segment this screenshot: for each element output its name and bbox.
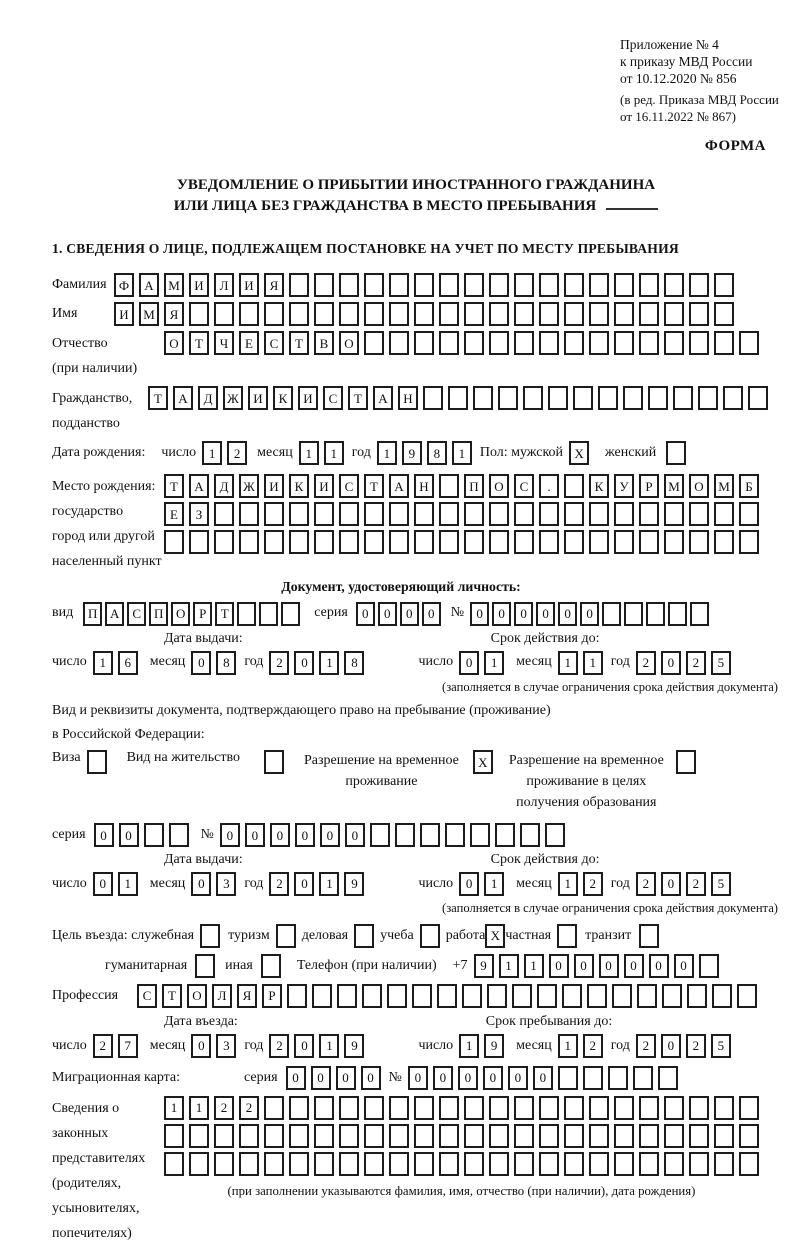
purpose-official-checkbox[interactable] (200, 924, 220, 948)
res-number-label: № (200, 826, 214, 842)
entry-dates-row (52, 1034, 780, 1058)
doc-expiry-month-input[interactable]: 1 1 (558, 651, 603, 675)
doc-number-label: № (450, 605, 465, 621)
stay-day-input[interactable]: 1 9 (459, 1034, 504, 1058)
doc-issue-year-input[interactable]: 2 0 1 8 (269, 651, 364, 675)
entry-dates-header (52, 1014, 780, 1031)
purpose-work-checkbox[interactable]: X (485, 924, 505, 948)
year-label: год (244, 1037, 264, 1053)
patronymic-label: Отчество (при наличии) (52, 336, 138, 377)
annex-line-5: от 16.11.2022 № 867) (620, 109, 737, 124)
residence-doc-label-line1: Вид и реквизиты документа, подтверждающего право на пребывание (проживание) (52, 702, 551, 718)
profession-row (52, 984, 780, 1008)
year-label: год (610, 875, 630, 891)
temp-residence-label: Разрешение на временное проживание (303, 753, 459, 790)
mig-series-input[interactable]: 0 0 0 0 (286, 1066, 381, 1090)
representatives-line3-input[interactable] (164, 1152, 759, 1176)
year-label: год (244, 875, 264, 891)
residence-permit-label: Вид на жительство (126, 750, 240, 766)
doc-kind-label: вид (52, 605, 74, 621)
migration-card-row (52, 1066, 780, 1090)
mig-number-label: № (388, 1069, 402, 1085)
birthplace-inputs (164, 474, 759, 558)
month-label: месяц (149, 654, 186, 670)
visa-checkbox[interactable] (87, 750, 107, 774)
citizenship-label: Гражданство, подданство (52, 391, 133, 432)
surname-row (52, 273, 780, 297)
year-label: год (244, 654, 264, 670)
annex-line-1: Приложение № 4 (620, 37, 719, 52)
day-label: число (418, 1037, 454, 1053)
birthdate-row (52, 441, 780, 465)
purpose-tourism-label: туризм (228, 927, 270, 943)
month-label: месяц (149, 875, 186, 891)
doc-issue-day-input[interactable]: 1 6 (93, 651, 138, 675)
sex-female-checkbox[interactable] (666, 441, 686, 465)
representatives-row (52, 1096, 780, 1246)
mig-series-label: серия (244, 1069, 278, 1085)
res-expiry-date-label: Срок действия до: (490, 852, 600, 868)
representatives-inputs (164, 1096, 759, 1199)
purpose-private-checkbox[interactable] (557, 924, 577, 948)
doc-series-label: серия (314, 605, 348, 621)
representatives-line2-input[interactable] (164, 1124, 759, 1148)
purpose-label: Цель въезда: служебная (52, 927, 195, 943)
day-label: число (418, 654, 454, 670)
birthplace-label: Место рождения: государство город или другой населенный пункт (52, 479, 162, 570)
entry-year-input[interactable]: 2 0 1 9 (269, 1034, 364, 1058)
birth-year-input[interactable]: 1 9 8 1 (377, 441, 472, 465)
res-dates-row (52, 872, 780, 896)
purpose-transit-label: транзит (585, 927, 632, 943)
stay-year-input[interactable]: 2 0 2 5 (636, 1034, 731, 1058)
res-expiry-year-input[interactable]: 2 0 2 5 (636, 872, 731, 896)
form-label: ФОРМА (704, 138, 766, 154)
annex-line-3: от 10.12.2020 № 856 (620, 71, 737, 86)
representatives-label: Сведения о законных представителях (родителях, усыновителях, попечителях) (52, 1101, 146, 1242)
res-number-input[interactable]: 0 0 0 0 0 0 (220, 823, 565, 847)
purpose-business-checkbox[interactable] (354, 924, 374, 948)
month-label: месяц (149, 1037, 186, 1053)
res-expiry-day-input[interactable]: 0 1 (459, 872, 504, 896)
res-series-label: серия (52, 826, 86, 842)
purpose-humanitarian-checkbox[interactable] (195, 954, 215, 978)
annex-block (620, 36, 780, 125)
citizenship-row (52, 386, 780, 436)
annex-line-4: (в ред. Приказа МВД России (620, 92, 779, 107)
sex-male-label: Пол: мужской (479, 444, 564, 460)
residence-doc-label-line2: в Российской Федерации: (52, 726, 205, 742)
doc-series-input[interactable]: 0 0 0 0 (356, 602, 441, 626)
day-label: число (52, 1037, 87, 1053)
birth-month-input[interactable]: 1 1 (299, 441, 344, 465)
name-label: Имя (52, 305, 78, 321)
purpose-study-label: учеба (380, 927, 414, 943)
temp-residence-checkbox[interactable]: X (473, 750, 493, 774)
phone-code-label: +7 (452, 957, 468, 973)
name-row (52, 302, 780, 326)
doc-kind-input[interactable]: П А С П О Р Т (83, 602, 300, 626)
purpose-business-label: деловая (301, 927, 349, 943)
doc-issue-month-input[interactable]: 0 8 (191, 651, 236, 675)
birthdate-label: Дата рождения: (52, 444, 146, 460)
month-label: месяц (516, 654, 552, 670)
title-blank-line (606, 208, 658, 210)
id-doc-header: Документ, удостоверяющий личность: (281, 579, 521, 595)
birthplace-line2-input[interactable]: Е З (164, 502, 759, 526)
month-label: месяц (516, 875, 552, 891)
stay-month-input[interactable]: 1 2 (558, 1034, 603, 1058)
visa-label: Виза (52, 750, 81, 766)
purpose-work-label: работа (445, 927, 486, 943)
doc-dates-row (52, 651, 780, 675)
doc-expiry-year-input[interactable]: 2 0 2 5 (636, 651, 731, 675)
representatives-line1-input[interactable]: 1 1 2 2 (164, 1096, 759, 1120)
res-issue-month-input[interactable]: 0 3 (191, 872, 236, 896)
res-dates-header (52, 852, 780, 869)
phone-label: Телефон (при наличии) (296, 957, 437, 973)
migration-card-label: Миграционная карта: (52, 1069, 181, 1085)
residence-doc-options-row (52, 750, 780, 813)
form-title (52, 175, 780, 217)
res-series-input[interactable]: 0 0 (94, 823, 189, 847)
annex-line-2: к приказу МВД России (620, 54, 753, 69)
doc-expiry-day-input[interactable]: 0 1 (459, 651, 504, 675)
profession-input[interactable]: С Т О Л Я Р (137, 984, 757, 1008)
birthplace-row (52, 474, 780, 574)
birth-month-label: месяц (257, 444, 293, 460)
entry-date-label: Дата въезда: (164, 1014, 238, 1030)
year-label: год (610, 1037, 630, 1053)
profession-label: Профессия (52, 987, 119, 1003)
mig-number-input[interactable]: 0 0 0 0 0 0 (408, 1066, 678, 1090)
name-input[interactable]: И М Я (114, 302, 734, 326)
year-label: год (610, 654, 630, 670)
purpose-other-checkbox[interactable] (261, 954, 281, 978)
residence-permit-checkbox[interactable] (264, 750, 284, 774)
patronymic-input[interactable]: О Т Ч Е С Т В О (164, 331, 759, 355)
temp-residence-edu-checkbox[interactable] (676, 750, 696, 774)
surname-input[interactable]: Ф А М И Л И Я (114, 273, 734, 297)
patronymic-row (52, 331, 780, 381)
res-issue-year-input[interactable]: 2 0 1 9 (269, 872, 364, 896)
section1-title: 1. СВЕДЕНИЯ О ЛИЦЕ, ПОДЛЕЖАЩЕМ ПОСТАНОВКЕ НА УЧЕТ ПО МЕСТУ ПРЕБЫВАНИЯ (52, 241, 679, 256)
doc-expiry-note: (заполняется в случае ограничения срока действия документа) (442, 679, 778, 694)
birthplace-line1-input[interactable]: Т А Д Ж И К И С Т А Н П О С . К У Р М О М Б (164, 474, 759, 498)
phone-input[interactable]: 9 1 1 0 0 0 0 0 0 (474, 954, 719, 978)
surname-label: Фамилия (52, 276, 107, 292)
purpose-transit-checkbox[interactable] (639, 924, 659, 948)
birth-day-label: число (161, 444, 197, 460)
birthplace-line3-input[interactable] (164, 530, 759, 554)
day-label: число (418, 875, 454, 891)
month-label: месяц (516, 1037, 552, 1053)
sex-male-checkbox[interactable]: X (569, 441, 589, 465)
birth-year-label: год (351, 444, 371, 460)
sex-female-label: женский (605, 444, 657, 460)
purpose-other-label: иная (225, 957, 253, 973)
day-label: число (52, 875, 87, 891)
residence-doc-series-row (52, 823, 780, 847)
doc-number-input[interactable]: 0 0 0 0 0 0 (470, 602, 709, 626)
birth-day-input[interactable]: 1 2 (202, 441, 247, 465)
purpose-phone-row (52, 954, 780, 978)
representatives-note: (при заполнении указываются фамилия, имя, отчество (при наличии), дата рождения) (227, 1184, 696, 1199)
entry-month-input[interactable]: 0 3 (191, 1034, 236, 1058)
purpose-tourism-checkbox[interactable] (276, 924, 296, 948)
entry-day-input[interactable]: 2 7 (93, 1034, 138, 1058)
form-title-line1: УВЕДОМЛЕНИЕ О ПРИБЫТИИ ИНОСТРАННОГО ГРАЖДАНИНА (176, 177, 656, 193)
res-issue-date-label: Дата выдачи: (164, 852, 243, 868)
form-title-line2: ИЛИ ЛИЦА БЕЗ ГРАЖДАНСТВА В МЕСТО ПРЕБЫВАНИЯ (173, 198, 597, 214)
doc-issue-date-label: Дата выдачи: (164, 630, 243, 646)
id-doc-row (52, 602, 780, 626)
res-issue-day-input[interactable]: 0 1 (93, 872, 138, 896)
purpose-private-label: частная (505, 927, 552, 943)
res-expiry-month-input[interactable]: 1 2 (558, 872, 603, 896)
res-expiry-note: (заполняется в случае ограничения срока действия документа) (442, 901, 778, 916)
doc-expiry-date-label: Срок действия до: (490, 630, 600, 646)
temp-residence-edu-label: Разрешение на временное проживание в целях получения образования (508, 753, 664, 811)
purpose-humanitarian-label: гуманитарная (105, 957, 188, 973)
day-label: число (52, 654, 87, 670)
entry-purpose-row (52, 924, 780, 948)
citizenship-input[interactable]: Т А Д Ж И К И С Т А Н (148, 386, 768, 410)
purpose-study-checkbox[interactable] (420, 924, 440, 948)
stay-until-label: Срок пребывания до: (485, 1014, 613, 1030)
doc-dates-header (52, 631, 780, 648)
